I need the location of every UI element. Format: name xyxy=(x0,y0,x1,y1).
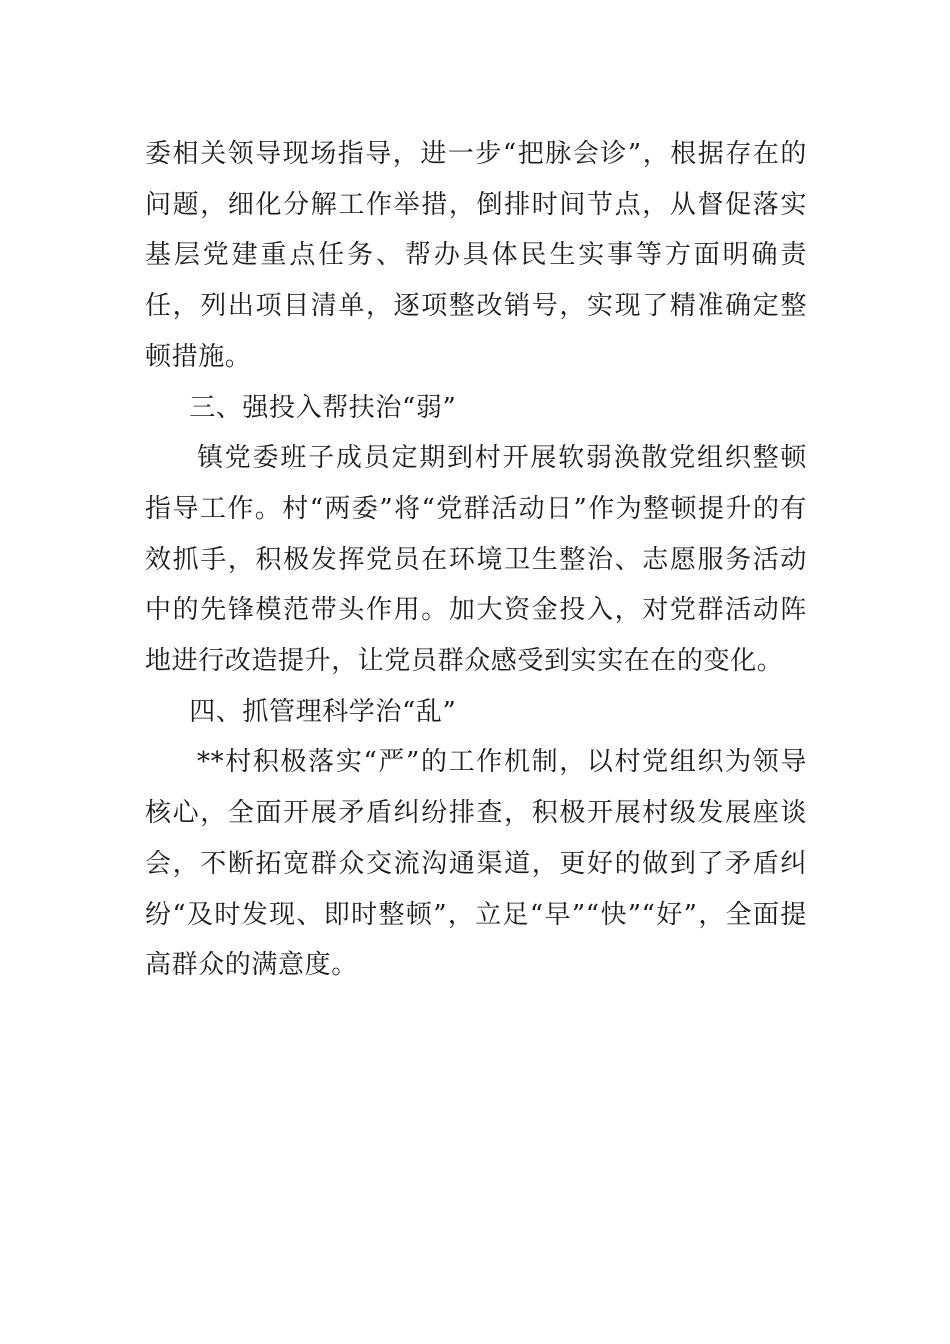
paragraph-continuation: 委相关领导现场指导，进一步“把脉会诊”，根据存在的问题，细化分解工作举措，倒排时间节点，从督促落实基层党建重点任务、帮办具体民生实事等方面明确责任，列出项目清单，逐项整改销号，实现了精准确定整顿措施。 xyxy=(145,139,807,372)
paragraph-management: **村积极落实“严”的工作机制，以村党组织为领导核心，全面开展矛盾纠纷排查，积极开展村级发展座谈会，不断拓宽群众交流沟通渠道，更好的做到了矛盾纠纷“及时发现、即时整顿”，立足“早”“快”“好”，全面提高群众的满意度。 xyxy=(145,747,807,981)
section-heading-four: 四、抓管理科学治“乱” xyxy=(189,696,457,727)
paragraph-support: 镇党委班子成员定期到村开展软弱涣散党组织整顿指导工作。村“两委”将“党群活动日”作为整顿提升的有效抓手，积极发挥党员在环境卫生整治、志愿服务活动中的先锋模范带头作用。加大资金投入，对党群活动阵地进行改造提升，让党员群众感受到实实在在的变化。 xyxy=(145,443,807,677)
document-body xyxy=(145,129,807,991)
section-heading-three: 三、强投入帮扶治“弱” xyxy=(189,392,457,423)
